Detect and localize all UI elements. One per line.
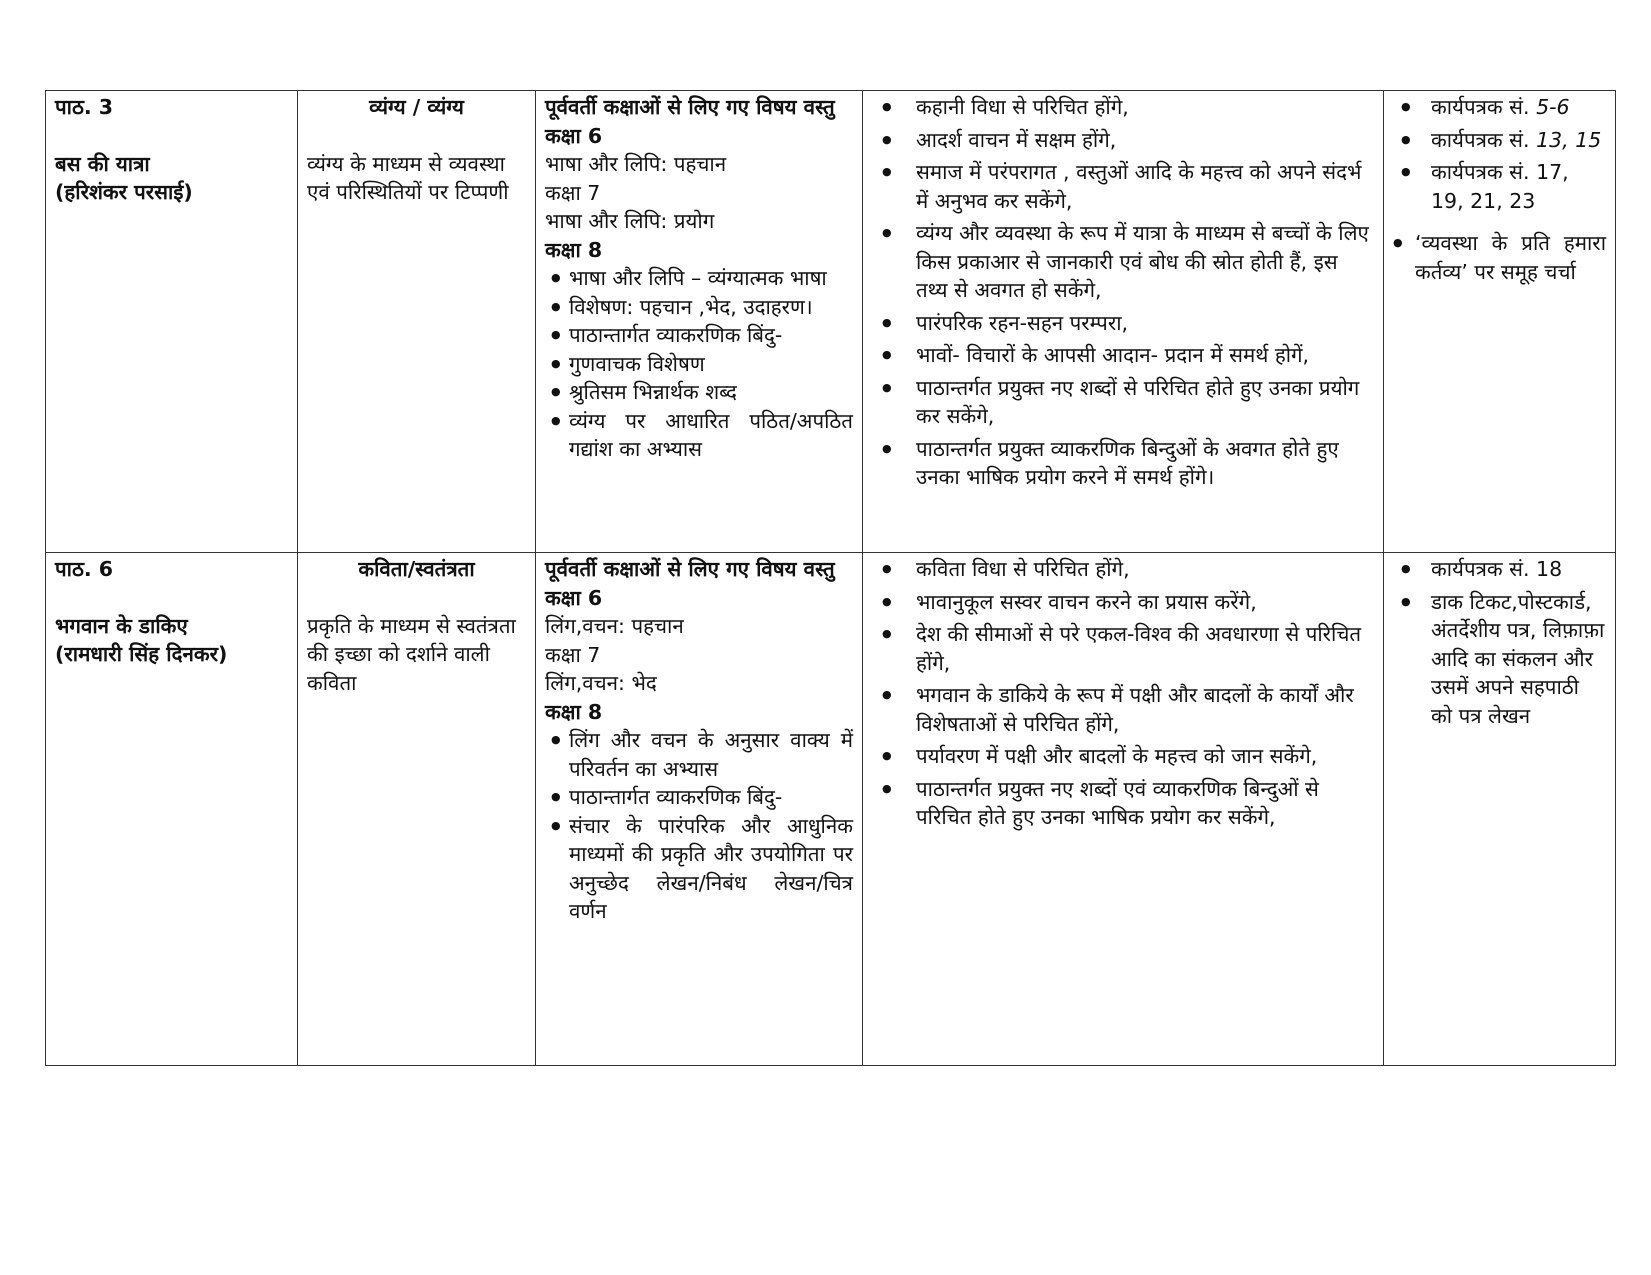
lesson-plan-table <box>45 90 1616 1066</box>
list-item: ● पाठान्तार्गत व्याकरणिक बिंदु- <box>551 783 853 812</box>
list-item: ● श्रुतिसम भिन्नार्थक शब्द <box>551 378 853 407</box>
list-item: ● लिंग और वचन के अनुसार वाक्य में परिवर्तन का अभ्यास <box>551 726 853 783</box>
list-item: ● भाषा और लिपि – व्यंग्यात्मक भाषा <box>551 264 853 293</box>
content-cell <box>536 91 863 553</box>
worksheet-numbers: 13, 15 <box>1536 127 1602 152</box>
class-8-label: कक्षा 8 <box>545 699 603 724</box>
list-item: ● कहानी विधा से परिचित होंगे, <box>882 93 1374 122</box>
list-item: ● पारंपरिक रहन-सहन परम्परा, <box>882 309 1374 338</box>
objectives-list <box>872 555 1374 832</box>
objectives-cell <box>863 553 1384 1066</box>
lesson-number: पाठ. 3 <box>55 95 114 119</box>
activities-list <box>1393 93 1606 215</box>
worksheet-numbers: 17, 19, 21, 23 <box>1431 160 1569 213</box>
list-item: ● डाक टिकट,पोस्टकार्ड, अंतर्देशीय पत्र, लिफ़ाफ़ा आदि का संकलन और उसमें अपने सहपाठी को पत्र लेखन <box>1401 588 1606 731</box>
content-heading: पूर्ववर्ती कक्षाओं से लिए गए विषय वस्तु <box>545 95 835 119</box>
class-6-text: लिंग,वचन: पहचान <box>545 614 684 638</box>
list-item: ● पाठान्तर्गत प्रयुक्त नए शब्दों एवं व्याकरणिक बिन्दुओं से परिचित होते हुए उनका भाषिक प्रयोग कर सकेंगे, <box>882 775 1374 832</box>
list-item: ● संचार के पारंपरिक और आधुनिक माध्यमों की प्रकृति और उपयोगिता पर अनुच्छेद लेखन/निबंध लेखन/चित्र वर्णन <box>551 812 853 926</box>
class-7-text: भाषा और लिपि: प्रयोग <box>545 209 715 233</box>
list-item: ● समाज में परंपरागत , वस्तुओं आदि के महत्त्व को अपने संदर्भ में अनुभव कर सकेंगे, <box>882 158 1374 215</box>
objectives-cell <box>863 91 1384 553</box>
class-8-list <box>545 726 853 926</box>
list-item: ● पर्यावरण में पक्षी और बादलों के महत्त्व को जान सकेंगे, <box>882 742 1374 771</box>
theme-cell <box>298 553 536 1066</box>
lesson-title: बस की यात्रा <box>55 151 150 176</box>
worksheet-numbers: 5-6 <box>1536 95 1570 119</box>
class-7-label: कक्षा 7 <box>545 642 601 667</box>
objectives-list <box>872 93 1374 492</box>
theme-cell <box>298 91 536 553</box>
list-item <box>1401 93 1606 122</box>
list-item: ● देश की सीमाओं से परे एकल-विश्व की अवधारणा से परिचित होंगे, <box>882 620 1374 677</box>
list-item: ● विशेषण: पहचान ,भेद, उदाहरण। <box>551 293 853 322</box>
genre-label: कविता/स्वतंत्रता <box>358 557 475 581</box>
class-6-text: भाषा और लिपि: पहचान <box>545 152 727 176</box>
list-item: ● कविता विधा से परिचित होंगे, <box>882 555 1374 584</box>
genre-label: व्यंग्य / व्यंग्य <box>369 95 464 119</box>
class-7-label: कक्षा 7 <box>545 180 601 205</box>
list-item: ● गुणवाचक विशेषण <box>551 350 853 379</box>
lesson-cell <box>46 553 298 1066</box>
group-discussion-list <box>1393 229 1606 286</box>
lesson-plan-sheet <box>45 90 1615 1066</box>
theme-text: प्रकृति के माध्यम से स्वतंत्रता की इच्छा को दर्शाने वाली कविता <box>307 613 516 695</box>
class-6-label: कक्षा 6 <box>545 585 603 610</box>
worksheet-label: कार्यपत्रक सं. <box>1431 95 1530 119</box>
theme-text: व्यंग्य के माध्यम से व्यवस्था एवं परिस्थितियों पर टिप्पणी <box>307 151 509 204</box>
class-8-label: कक्षा 8 <box>545 237 603 262</box>
worksheet-label: कार्यपत्रक सं. <box>1431 160 1530 184</box>
activities-list <box>1393 555 1606 730</box>
activities-cell <box>1384 91 1616 553</box>
list-item: ● कार्यपत्रक सं. 18 <box>1401 555 1606 584</box>
list-item: ● भावों- विचारों के आपसी आदान- प्रदान में समर्थ होगें, <box>882 341 1374 370</box>
lesson-cell <box>46 91 298 553</box>
list-item: ● पाठान्तर्गत प्रयुक्त नए शब्दों से परिचित होते हुए उनका प्रयोग कर सकेंगे, <box>882 374 1374 431</box>
class-7-text: लिंग,वचन: भेद <box>545 671 657 695</box>
content-cell <box>536 553 863 1066</box>
activities-cell <box>1384 553 1616 1066</box>
content-heading: पूर्ववर्ती कक्षाओं से लिए गए विषय वस्तु <box>545 557 835 581</box>
lesson-author: (रामधारी सिंह दिनकर) <box>55 642 228 666</box>
list-item: ● आदर्श वाचन में सक्षम होंगे, <box>882 126 1374 155</box>
class-6-label: कक्षा 6 <box>545 123 603 148</box>
list-item <box>1401 126 1606 155</box>
list-item: ● व्यंग्य पर आधारित पठित/अपठित गद्यांश का अभ्यास <box>551 407 853 464</box>
list-item: ● ‘व्यवस्था के प्रति हमारा कर्तव्य’ पर समूह चर्चा <box>1393 229 1606 286</box>
lesson-number: पाठ. 6 <box>55 557 114 581</box>
list-item: ● पाठान्तार्गत व्याकरणिक बिंदु- <box>551 321 853 350</box>
class-8-list <box>545 264 853 464</box>
list-item: ● भगवान के डाकिये के रूप में पक्षी और बादलों के कार्यों और विशेषताओं से परिचित होंगे, <box>882 681 1374 738</box>
list-item: ● भावानुकूल सस्वर वाचन करने का प्रयास करेंगे, <box>882 588 1374 617</box>
list-item: ● पाठान्तर्गत प्रयुक्त व्याकरणिक बिन्दुओं के अवगत होते हुए उनका भाषिक प्रयोग करने में समर्थ होंगे। <box>882 435 1374 492</box>
lesson-title: भगवान के डाकिए <box>55 613 188 638</box>
worksheet-label: कार्यपत्रक सं. <box>1431 127 1530 152</box>
list-item: ● व्यंग्य और व्यवस्था के रूप में यात्रा के माध्यम से बच्चों के लिए किस प्रकाआर से जानकारी एवं बोध की स्रोत होती हैं, इस तथ्य से अवगत हो सकेंगे, <box>882 219 1374 305</box>
lesson-author: (हरिशंकर परसाई) <box>55 180 193 204</box>
table-row-lesson-6 <box>46 553 1616 1066</box>
list-item <box>1401 158 1606 215</box>
table-row-lesson-3 <box>46 91 1616 553</box>
